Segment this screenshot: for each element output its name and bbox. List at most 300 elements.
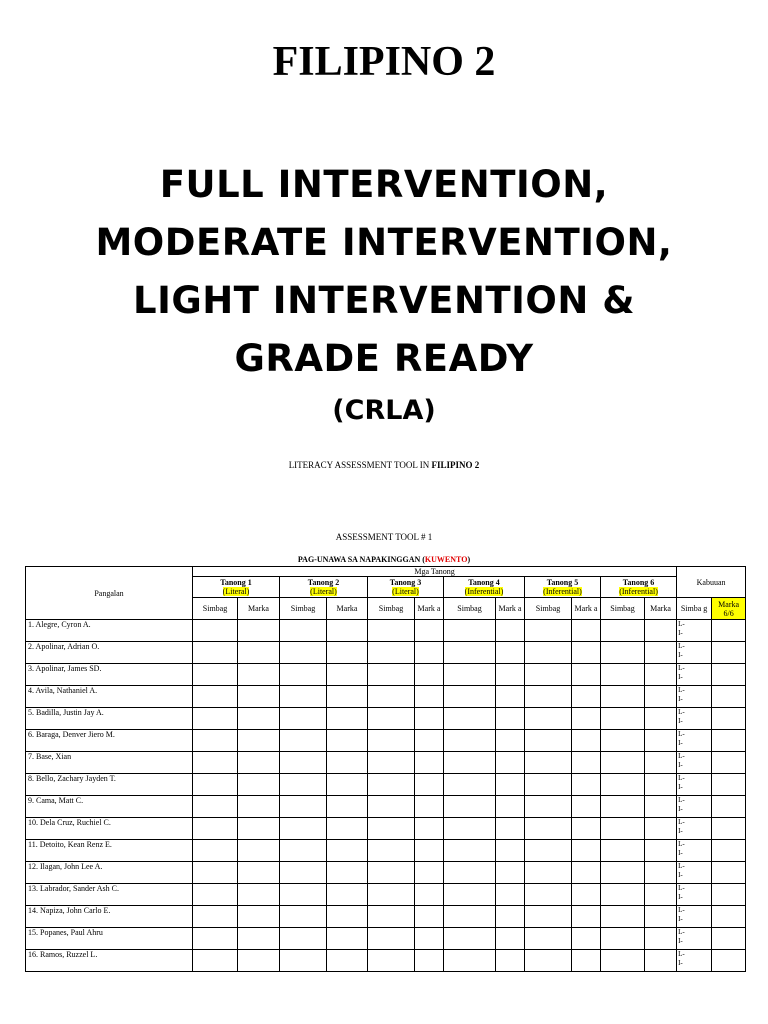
answer-cell[interactable] — [601, 620, 645, 642]
answer-cell[interactable] — [444, 642, 496, 664]
score-cell[interactable] — [572, 774, 601, 796]
score-cell[interactable] — [415, 840, 444, 862]
total-answer-cell[interactable] — [677, 708, 712, 730]
inferential-mark: I- — [678, 651, 683, 659]
literal-mark: L- — [678, 620, 685, 628]
score-cell[interactable] — [415, 642, 444, 664]
score-cell[interactable] — [645, 686, 677, 708]
answer-cell[interactable] — [368, 774, 415, 796]
score-cell[interactable] — [496, 642, 525, 664]
score-cell[interactable] — [496, 928, 525, 950]
student-name: 2. Apolinar, Adrian O. — [26, 642, 193, 664]
answer-cell[interactable] — [444, 862, 496, 884]
answer-cell[interactable] — [444, 708, 496, 730]
score-cell[interactable] — [572, 730, 601, 752]
score-cell[interactable] — [496, 774, 525, 796]
score-cell[interactable] — [327, 840, 368, 862]
question-type: (Inferential) — [619, 587, 658, 596]
score-cell[interactable] — [496, 620, 525, 642]
score-cell[interactable] — [645, 664, 677, 686]
total-score-cell[interactable] — [712, 796, 746, 818]
answer-cell[interactable] — [280, 708, 327, 730]
score-cell[interactable] — [645, 620, 677, 642]
score-cell[interactable] — [496, 730, 525, 752]
score-cell[interactable] — [572, 620, 601, 642]
answer-cell[interactable] — [280, 686, 327, 708]
question-title: Tanong 4 — [468, 578, 500, 587]
score-cell[interactable] — [415, 796, 444, 818]
total-answer-cell[interactable] — [677, 862, 712, 884]
question-title: Tanong 2 — [307, 578, 340, 587]
score-cell[interactable] — [238, 840, 280, 862]
score-cell[interactable] — [327, 906, 368, 928]
total-column-header: Kabuuan — [677, 567, 746, 598]
score-cell[interactable] — [238, 818, 280, 840]
score-cell[interactable] — [645, 928, 677, 950]
answer-cell[interactable] — [525, 796, 572, 818]
answer-cell[interactable] — [525, 840, 572, 862]
answer-cell[interactable] — [601, 884, 645, 906]
answer-subheader: Simbag — [193, 598, 238, 620]
score-cell[interactable] — [496, 796, 525, 818]
answer-cell[interactable] — [444, 620, 496, 642]
answer-cell[interactable] — [525, 708, 572, 730]
answer-cell[interactable] — [601, 840, 645, 862]
answer-cell[interactable] — [368, 752, 415, 774]
answer-cell[interactable] — [368, 950, 415, 972]
inferential-mark: I- — [678, 893, 683, 901]
score-cell[interactable] — [645, 752, 677, 774]
score-cell[interactable] — [415, 928, 444, 950]
total-answer-cell[interactable] — [677, 928, 712, 950]
total-score-cell[interactable] — [712, 840, 746, 862]
total-score-cell[interactable] — [712, 884, 746, 906]
score-cell[interactable] — [496, 884, 525, 906]
answer-cell[interactable] — [601, 818, 645, 840]
score-cell[interactable] — [415, 620, 444, 642]
answer-cell[interactable] — [193, 752, 238, 774]
total-score-cell[interactable] — [712, 664, 746, 686]
score-cell[interactable] — [496, 686, 525, 708]
question-title: Tanong 5 — [546, 578, 579, 587]
total-answer-cell[interactable] — [677, 686, 712, 708]
score-cell[interactable] — [572, 686, 601, 708]
question-header — [368, 577, 444, 598]
answer-cell[interactable] — [193, 840, 238, 862]
score-cell[interactable] — [238, 664, 280, 686]
answer-cell[interactable] — [193, 642, 238, 664]
inferential-mark: I- — [678, 673, 683, 681]
answer-cell[interactable] — [444, 730, 496, 752]
answer-cell[interactable] — [193, 686, 238, 708]
name-column-header: Pangalan — [26, 567, 193, 620]
table-row — [26, 730, 746, 752]
answer-cell[interactable] — [601, 708, 645, 730]
total-answer-cell[interactable] — [677, 774, 712, 796]
answer-cell[interactable] — [368, 620, 415, 642]
assessment-table — [25, 566, 746, 972]
answer-cell[interactable] — [525, 620, 572, 642]
answer-cell[interactable] — [525, 774, 572, 796]
headline-line: FULL INTERVENTION, — [159, 163, 609, 206]
answer-cell[interactable] — [368, 928, 415, 950]
answer-cell[interactable] — [193, 950, 238, 972]
score-cell[interactable] — [645, 950, 677, 972]
total-answer-cell[interactable] — [677, 620, 712, 642]
student-name: 3. Apolinar, James SD. — [26, 664, 193, 686]
question-type: (Literal) — [310, 587, 337, 596]
score-cell[interactable] — [327, 708, 368, 730]
literal-mark: L- — [678, 774, 685, 782]
total-score-cell[interactable] — [712, 730, 746, 752]
questions-group-header: Mga Tanong — [193, 567, 677, 577]
score-cell[interactable] — [238, 730, 280, 752]
answer-cell[interactable] — [280, 840, 327, 862]
answer-cell[interactable] — [280, 642, 327, 664]
total-score-cell[interactable] — [712, 642, 746, 664]
score-cell[interactable] — [238, 774, 280, 796]
score-cell[interactable] — [238, 796, 280, 818]
total-answer-cell[interactable] — [677, 906, 712, 928]
table-row — [26, 796, 746, 818]
total-score-cell[interactable] — [712, 708, 746, 730]
table-row — [26, 774, 746, 796]
total-answer-subheader: Simba g — [677, 598, 712, 620]
answer-cell[interactable] — [280, 950, 327, 972]
answer-cell[interactable] — [525, 928, 572, 950]
score-cell[interactable] — [572, 884, 601, 906]
score-cell[interactable] — [645, 642, 677, 664]
score-cell[interactable] — [415, 664, 444, 686]
score-cell[interactable] — [496, 664, 525, 686]
answer-cell[interactable] — [193, 884, 238, 906]
question-title: Tanong 1 — [220, 578, 252, 587]
answer-cell[interactable] — [601, 774, 645, 796]
answer-cell[interactable] — [601, 906, 645, 928]
answer-cell[interactable] — [525, 862, 572, 884]
score-cell[interactable] — [327, 686, 368, 708]
score-cell[interactable] — [572, 796, 601, 818]
score-cell[interactable] — [572, 752, 601, 774]
table-row — [26, 664, 746, 686]
literal-mark: L- — [678, 642, 685, 650]
score-cell[interactable] — [238, 928, 280, 950]
score-cell[interactable] — [645, 840, 677, 862]
score-cell[interactable] — [415, 686, 444, 708]
answer-cell[interactable] — [601, 950, 645, 972]
answer-cell[interactable] — [368, 818, 415, 840]
answer-cell[interactable] — [525, 906, 572, 928]
answer-cell[interactable] — [280, 928, 327, 950]
total-answer-cell[interactable] — [677, 642, 712, 664]
header-row — [26, 567, 746, 577]
answer-cell[interactable] — [280, 862, 327, 884]
score-cell[interactable] — [645, 862, 677, 884]
score-cell[interactable] — [645, 774, 677, 796]
score-cell[interactable] — [645, 818, 677, 840]
score-subheader: Mark a — [572, 598, 601, 620]
score-cell[interactable] — [238, 906, 280, 928]
answer-cell[interactable] — [280, 664, 327, 686]
score-cell[interactable] — [572, 840, 601, 862]
literal-mark: L- — [678, 664, 685, 672]
total-score-cell[interactable] — [712, 928, 746, 950]
score-cell[interactable] — [415, 730, 444, 752]
total-answer-cell[interactable] — [677, 664, 712, 686]
student-name: 12. Ilagan, John Lee A. — [26, 862, 193, 884]
literal-mark: L- — [678, 752, 685, 760]
score-subheader: Mark a — [415, 598, 444, 620]
tool-description — [0, 460, 768, 470]
score-cell[interactable] — [415, 884, 444, 906]
total-answer-cell[interactable] — [677, 884, 712, 906]
answer-cell[interactable] — [525, 884, 572, 906]
score-cell[interactable] — [327, 818, 368, 840]
score-cell[interactable] — [645, 730, 677, 752]
score-cell[interactable] — [496, 862, 525, 884]
score-cell[interactable] — [496, 840, 525, 862]
table-row — [26, 840, 746, 862]
answer-cell[interactable] — [444, 752, 496, 774]
score-cell[interactable] — [327, 664, 368, 686]
score-cell[interactable] — [496, 708, 525, 730]
answer-cell[interactable] — [368, 642, 415, 664]
answer-cell[interactable] — [601, 862, 645, 884]
score-cell[interactable] — [572, 818, 601, 840]
headline — [0, 156, 768, 388]
total-answer-cell[interactable] — [677, 752, 712, 774]
score-cell[interactable] — [238, 708, 280, 730]
score-cell[interactable] — [327, 884, 368, 906]
answer-cell[interactable] — [368, 730, 415, 752]
answer-cell[interactable] — [280, 620, 327, 642]
answer-cell[interactable] — [280, 730, 327, 752]
answer-cell[interactable] — [525, 752, 572, 774]
answer-cell[interactable] — [444, 664, 496, 686]
answer-cell[interactable] — [368, 708, 415, 730]
total-score-cell[interactable] — [712, 818, 746, 840]
score-cell[interactable] — [572, 950, 601, 972]
answer-cell[interactable] — [525, 664, 572, 686]
score-cell[interactable] — [238, 752, 280, 774]
answer-cell[interactable] — [601, 752, 645, 774]
answer-subheader: Simbag — [525, 598, 572, 620]
answer-cell[interactable] — [193, 774, 238, 796]
score-cell[interactable] — [572, 708, 601, 730]
score-cell[interactable] — [238, 642, 280, 664]
score-cell[interactable] — [572, 928, 601, 950]
total-score-cell[interactable] — [712, 906, 746, 928]
inferential-mark: I- — [678, 739, 683, 747]
answer-cell[interactable] — [193, 730, 238, 752]
answer-cell[interactable] — [444, 950, 496, 972]
answer-cell[interactable] — [280, 906, 327, 928]
tool-subject: FILIPINO 2 — [431, 460, 480, 470]
answer-cell[interactable] — [193, 620, 238, 642]
inferential-mark: I- — [678, 959, 683, 967]
inferential-mark: I- — [678, 849, 683, 857]
answer-cell[interactable] — [525, 686, 572, 708]
answer-cell[interactable] — [280, 884, 327, 906]
table-row — [26, 884, 746, 906]
tool-prefix: LITERACY ASSESSMENT TOOL IN — [288, 460, 430, 470]
caption-suffix: ) — [467, 555, 471, 564]
total-answer-cell[interactable] — [677, 796, 712, 818]
answer-cell[interactable] — [280, 752, 327, 774]
score-cell[interactable] — [415, 752, 444, 774]
score-cell[interactable] — [572, 862, 601, 884]
answer-cell[interactable] — [444, 928, 496, 950]
total-answer-cell[interactable] — [677, 950, 712, 972]
total-answer-cell[interactable] — [677, 840, 712, 862]
score-cell[interactable] — [415, 818, 444, 840]
answer-cell[interactable] — [280, 796, 327, 818]
score-cell[interactable] — [645, 906, 677, 928]
caption-prefix: PAG-UNAWA SA NAPAKINGGAN ( — [297, 555, 425, 564]
literal-mark: L- — [678, 730, 685, 738]
student-name: 7. Base, Xian — [26, 752, 193, 774]
score-cell[interactable] — [645, 884, 677, 906]
total-score-cell[interactable] — [712, 862, 746, 884]
table-row — [26, 752, 746, 774]
score-cell[interactable] — [572, 642, 601, 664]
score-cell[interactable] — [415, 708, 444, 730]
answer-cell[interactable] — [601, 642, 645, 664]
answer-cell[interactable] — [280, 774, 327, 796]
literal-mark: L- — [678, 840, 685, 848]
caption-highlight: KUWENTO — [424, 555, 468, 564]
answer-cell[interactable] — [444, 796, 496, 818]
answer-cell[interactable] — [525, 818, 572, 840]
student-name: 9. Cama, Matt C. — [26, 796, 193, 818]
table-row — [26, 686, 746, 708]
total-score-cell[interactable] — [712, 620, 746, 642]
answer-cell[interactable] — [193, 796, 238, 818]
question-type: (Literal) — [392, 587, 419, 596]
total-answer-cell[interactable] — [677, 818, 712, 840]
question-type: (Literal) — [222, 587, 250, 596]
answer-cell[interactable] — [280, 818, 327, 840]
answer-cell[interactable] — [193, 818, 238, 840]
answer-cell[interactable] — [525, 642, 572, 664]
headline-line: GRADE READY — [234, 337, 534, 380]
score-cell[interactable] — [238, 686, 280, 708]
score-cell[interactable] — [327, 928, 368, 950]
answer-cell[interactable] — [601, 730, 645, 752]
answer-cell[interactable] — [368, 686, 415, 708]
score-cell[interactable] — [327, 796, 368, 818]
total-score-cell[interactable] — [712, 950, 746, 972]
score-cell[interactable] — [415, 774, 444, 796]
score-cell[interactable] — [496, 818, 525, 840]
score-cell[interactable] — [415, 906, 444, 928]
inferential-mark: I- — [678, 805, 683, 813]
answer-cell[interactable] — [193, 664, 238, 686]
literal-mark: L- — [678, 884, 685, 892]
score-cell[interactable] — [327, 642, 368, 664]
answer-subheader: Simbag — [280, 598, 327, 620]
literal-mark: L- — [678, 796, 685, 804]
answer-cell[interactable] — [601, 928, 645, 950]
score-subheader: Mark a — [496, 598, 525, 620]
question-title: Tanong 3 — [389, 578, 422, 587]
answer-cell[interactable] — [444, 906, 496, 928]
inferential-mark: I- — [678, 871, 683, 879]
total-score-cell[interactable] — [712, 752, 746, 774]
table-row — [26, 620, 746, 642]
score-cell[interactable] — [496, 752, 525, 774]
question-header — [601, 577, 677, 598]
student-name: 15. Popanes, Paul Ahru — [26, 928, 193, 950]
student-name: 6. Baraga, Denver Jiero M. — [26, 730, 193, 752]
score-cell[interactable] — [327, 950, 368, 972]
answer-cell[interactable] — [368, 796, 415, 818]
table-row — [26, 906, 746, 928]
table-row — [26, 928, 746, 950]
answer-cell[interactable] — [601, 796, 645, 818]
answer-cell[interactable] — [444, 840, 496, 862]
answer-cell[interactable] — [368, 906, 415, 928]
question-type: (Inferential) — [464, 587, 504, 596]
score-subheader: Marka — [327, 598, 368, 620]
score-cell[interactable] — [415, 950, 444, 972]
answer-cell[interactable] — [368, 862, 415, 884]
answer-subheader: Simbag — [368, 598, 415, 620]
answer-subheader: Simbag — [444, 598, 496, 620]
inferential-mark: I- — [678, 937, 683, 945]
student-name: 16. Ramos, Ruzzel L. — [26, 950, 193, 972]
table-caption — [0, 555, 768, 564]
score-cell[interactable] — [327, 620, 368, 642]
answer-cell[interactable] — [368, 840, 415, 862]
score-cell[interactable] — [238, 884, 280, 906]
answer-cell[interactable] — [444, 884, 496, 906]
score-cell[interactable] — [327, 752, 368, 774]
answer-cell[interactable] — [444, 818, 496, 840]
answer-cell[interactable] — [601, 664, 645, 686]
score-cell[interactable] — [238, 620, 280, 642]
answer-cell[interactable] — [444, 774, 496, 796]
answer-cell[interactable] — [193, 928, 238, 950]
score-cell[interactable] — [327, 862, 368, 884]
score-cell[interactable] — [238, 950, 280, 972]
answer-cell[interactable] — [193, 708, 238, 730]
score-cell[interactable] — [327, 730, 368, 752]
total-answer-cell[interactable] — [677, 730, 712, 752]
total-score-cell[interactable] — [712, 774, 746, 796]
score-cell[interactable] — [572, 906, 601, 928]
score-cell[interactable] — [238, 862, 280, 884]
score-cell[interactable] — [572, 664, 601, 686]
answer-cell[interactable] — [601, 686, 645, 708]
score-cell[interactable] — [645, 708, 677, 730]
answer-cell[interactable] — [525, 730, 572, 752]
inferential-mark: I- — [678, 827, 683, 835]
answer-cell[interactable] — [193, 862, 238, 884]
answer-cell[interactable] — [193, 906, 238, 928]
headline-line: LIGHT INTERVENTION & — [133, 279, 635, 322]
answer-cell[interactable] — [368, 664, 415, 686]
score-cell[interactable] — [496, 906, 525, 928]
total-score-cell[interactable] — [712, 686, 746, 708]
answer-cell[interactable] — [525, 950, 572, 972]
score-cell[interactable] — [415, 862, 444, 884]
score-cell[interactable] — [645, 796, 677, 818]
score-cell[interactable] — [496, 950, 525, 972]
score-cell[interactable] — [327, 774, 368, 796]
answer-cell[interactable] — [368, 884, 415, 906]
answer-cell[interactable] — [444, 686, 496, 708]
